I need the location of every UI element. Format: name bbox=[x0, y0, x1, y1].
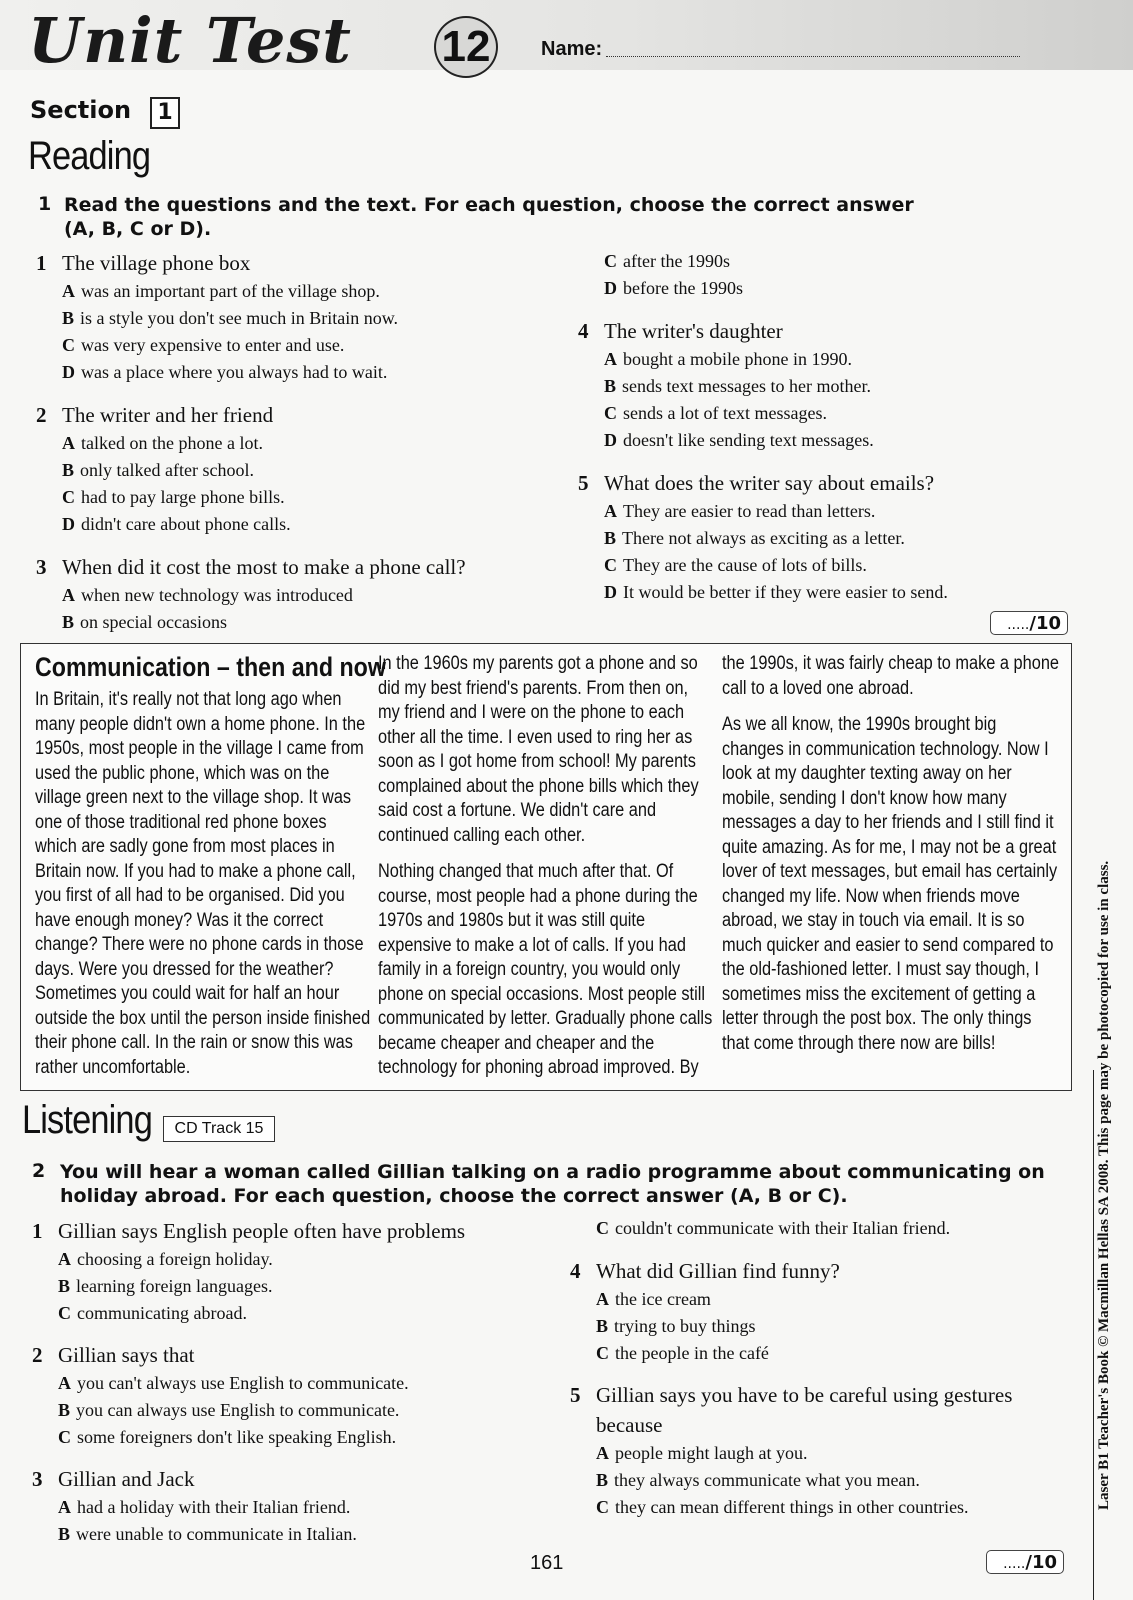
answer-option[interactable]: A the ice cream bbox=[596, 1289, 711, 1309]
answer-option[interactable]: B sends text messages to her mother. bbox=[604, 376, 871, 396]
answer-option[interactable]: A They are easier to read than letters. bbox=[604, 501, 876, 521]
answer-option[interactable]: A bought a mobile phone in 1990. bbox=[604, 349, 852, 369]
answer-option[interactable]: A was an important part of the village shop. bbox=[62, 281, 380, 301]
question-stem: What does the writer say about emails? bbox=[604, 471, 935, 495]
question-number: 2 bbox=[32, 1343, 43, 1367]
article-paragraph: In Britain, it's really not that long ago when many people didn't own a home phone. In the 1950s, most people in the village I came from used the public phone, which was on the village green next to the village shop. It was one of those traditional red phone boxes which are sadly gone from most places in Britain now. If you had to make a phone call, you first of all had to be organised. Did you have enough money? Was it the correct change? There were no phone cards in those days. Were you dressed for the weather? Sometimes you could wait for half an hour outside the box until the person inside finished their phone call. In the rain or snow this was rather uncomfortable. bbox=[35, 689, 371, 1078]
question-number: 4 bbox=[570, 1259, 581, 1283]
answer-option[interactable]: B There not always as exciting as a letter. bbox=[604, 528, 905, 548]
question-stem: The village phone box bbox=[62, 251, 251, 275]
section-number: 1 bbox=[150, 97, 180, 129]
question-number: 4 bbox=[578, 319, 589, 343]
listening-question bbox=[32, 1464, 552, 1548]
answer-option[interactable]: C They are the cause of lots of bills. bbox=[604, 555, 867, 575]
cd-track-label: CD Track 15 bbox=[163, 1116, 275, 1142]
reading-heading: Reading bbox=[28, 134, 151, 178]
question-number: 1 bbox=[36, 251, 47, 275]
answer-option[interactable]: B were unable to communicate in Italian. bbox=[58, 1524, 357, 1544]
reading-question bbox=[578, 468, 1098, 606]
listening-heading: Listening bbox=[22, 1098, 152, 1142]
question-number: 2 bbox=[36, 403, 47, 427]
answer-option[interactable]: C some foreigners don't like speaking English. bbox=[58, 1427, 397, 1447]
answer-option[interactable]: C they can mean different things in other countries. bbox=[596, 1497, 969, 1517]
listening-question bbox=[570, 1256, 1090, 1367]
name-field[interactable] bbox=[606, 56, 1020, 57]
listening-score-box[interactable]: ...../10 bbox=[986, 1550, 1064, 1574]
answer-option[interactable]: C sends a lot of text messages. bbox=[604, 403, 827, 423]
reading-instruction-number: 1 bbox=[38, 193, 52, 215]
answer-option[interactable]: A had a holiday with their Italian friend. bbox=[58, 1497, 351, 1517]
reading-question bbox=[578, 316, 1098, 454]
answer-option[interactable]: D It would be better if they were easier to send. bbox=[604, 582, 948, 602]
article-paragraph: As we all know, the 1990s brought big changes in communication technology. Now I look at my daughter texting away on her mobile, sending I don't know how many messages a day to her friends and I still find it quite amazing. As for me, I may not be a great lover of text messages, but email has certainly changed my life. Now when friends move abroad, we stay in touch via email. It is so much quicker and easier to send compared to the old-fashioned letter. I must say though, I sometimes miss the excitement of getting a letter through the post box. The only things that come through there now are bills! bbox=[722, 714, 1058, 1054]
answer-option[interactable]: B you can always use English to communicate. bbox=[58, 1400, 400, 1420]
question-stem: The writer and her friend bbox=[62, 403, 274, 427]
answer-option[interactable]: A people might laugh at you. bbox=[596, 1443, 808, 1463]
question-stem: Gillian says you have to be careful using gestures because bbox=[596, 1383, 1013, 1437]
copyright-notice: Laser B1 Teacher's Book © Macmillan Hellas SA 2008. This page may be photocopied for use in class. bbox=[1096, 860, 1112, 1510]
side-divider bbox=[1093, 1070, 1094, 1600]
reading-instruction: Read the questions and the text. For each question, choose the correct answer (A, B, C or D). bbox=[64, 194, 914, 240]
article-paragraph: the 1990s, it was fairly cheap to make a phone call to a loved one abroad. bbox=[722, 653, 1059, 699]
question-number: 3 bbox=[36, 555, 47, 579]
answer-option[interactable]: A choosing a foreign holiday. bbox=[58, 1249, 273, 1269]
unit-number-badge: 12 bbox=[434, 16, 498, 78]
question-number: 5 bbox=[570, 1383, 581, 1407]
answer-option[interactable]: C had to pay large phone bills. bbox=[62, 487, 285, 507]
name-label: Name: bbox=[541, 38, 603, 60]
answer-option[interactable]: C after the 1990s bbox=[604, 251, 730, 271]
answer-option[interactable]: D doesn't like sending text messages. bbox=[604, 430, 874, 450]
article-paragraph: Nothing changed that much after that. Of course, most people had a phone during the 1970s and 1980s but it was still quite expensive to make a lot of calls. If you had family in a foreign country, you would only phone on special occasions. Most people still communicated by letter. Gradually phone calls became cheaper and cheaper and the technology for phoning abroad improved. By bbox=[378, 861, 713, 1078]
listening-question bbox=[570, 1380, 1090, 1521]
page-number: 161 bbox=[530, 1552, 564, 1574]
question-stem: Gillian and Jack bbox=[58, 1467, 195, 1491]
section-label: Section bbox=[30, 96, 132, 124]
answer-option[interactable]: B trying to buy things bbox=[596, 1316, 756, 1336]
answer-option[interactable]: C the people in the café bbox=[596, 1343, 769, 1363]
answer-option[interactable]: C was very expensive to enter and use. bbox=[62, 335, 345, 355]
listening-question bbox=[32, 1216, 552, 1327]
answer-option[interactable]: D was a place where you always had to wait. bbox=[62, 362, 388, 382]
question-number: 5 bbox=[578, 471, 589, 495]
reading-question bbox=[36, 248, 556, 386]
answer-option[interactable]: A talked on the phone a lot. bbox=[62, 433, 263, 453]
question-number: 3 bbox=[32, 1467, 43, 1491]
reading-score-box[interactable]: ...../10 bbox=[990, 611, 1068, 635]
listening-instruction-number: 2 bbox=[32, 1160, 46, 1182]
listening-instruction: You will hear a woman called Gillian talking on a radio programme about communicating on holiday abroad. For each question, choose the correct answer (A, B or C). bbox=[60, 1161, 1045, 1207]
answer-option[interactable]: B on special occasions bbox=[62, 612, 227, 632]
article-column-2 bbox=[378, 652, 713, 1093]
answer-option[interactable]: A you can't always use English to communicate. bbox=[58, 1373, 409, 1393]
article-paragraph: In the 1960s my parents got a phone and so did my best friend's parents. From then on, my friend and I were on the phone to each other all the time. I even used to ring her as soon as I got home from school! My parents complained about the phone bills which they said cost a fortune. We didn't care and continued calling each other. bbox=[378, 653, 699, 846]
answer-option[interactable]: D didn't care about phone calls. bbox=[62, 514, 291, 534]
answer-option[interactable]: C couldn't communicate with their Italian friend. bbox=[596, 1218, 951, 1238]
listening-question-continued bbox=[570, 1215, 1090, 1242]
reading-question bbox=[36, 552, 556, 636]
question-stem: Gillian says English people often have problems bbox=[58, 1219, 466, 1243]
reading-question-continued bbox=[578, 248, 1098, 302]
question-stem: Gillian says that bbox=[58, 1343, 195, 1367]
article-column-3 bbox=[722, 652, 1062, 1068]
article-column-1 bbox=[35, 650, 386, 1092]
listening-question bbox=[32, 1340, 552, 1451]
reading-question bbox=[36, 400, 556, 538]
question-number: 1 bbox=[32, 1219, 43, 1243]
answer-option[interactable]: C communicating abroad. bbox=[58, 1303, 247, 1323]
unit-title: Unit Test bbox=[28, 4, 352, 77]
question-stem: The writer's daughter bbox=[604, 319, 783, 343]
answer-option[interactable]: B learning foreign languages. bbox=[58, 1276, 273, 1296]
answer-option[interactable]: B they always communicate what you mean. bbox=[596, 1470, 920, 1490]
answer-option[interactable]: D before the 1990s bbox=[604, 278, 743, 298]
question-stem: What did Gillian find funny? bbox=[596, 1259, 840, 1283]
answer-option[interactable]: B is a style you don't see much in Britain now. bbox=[62, 308, 399, 328]
question-stem: When did it cost the most to make a phone call? bbox=[62, 555, 466, 579]
answer-option[interactable]: B only talked after school. bbox=[62, 460, 254, 480]
answer-option[interactable]: A when new technology was introduced bbox=[62, 585, 353, 605]
article-title: Communication – then and now bbox=[35, 652, 386, 682]
